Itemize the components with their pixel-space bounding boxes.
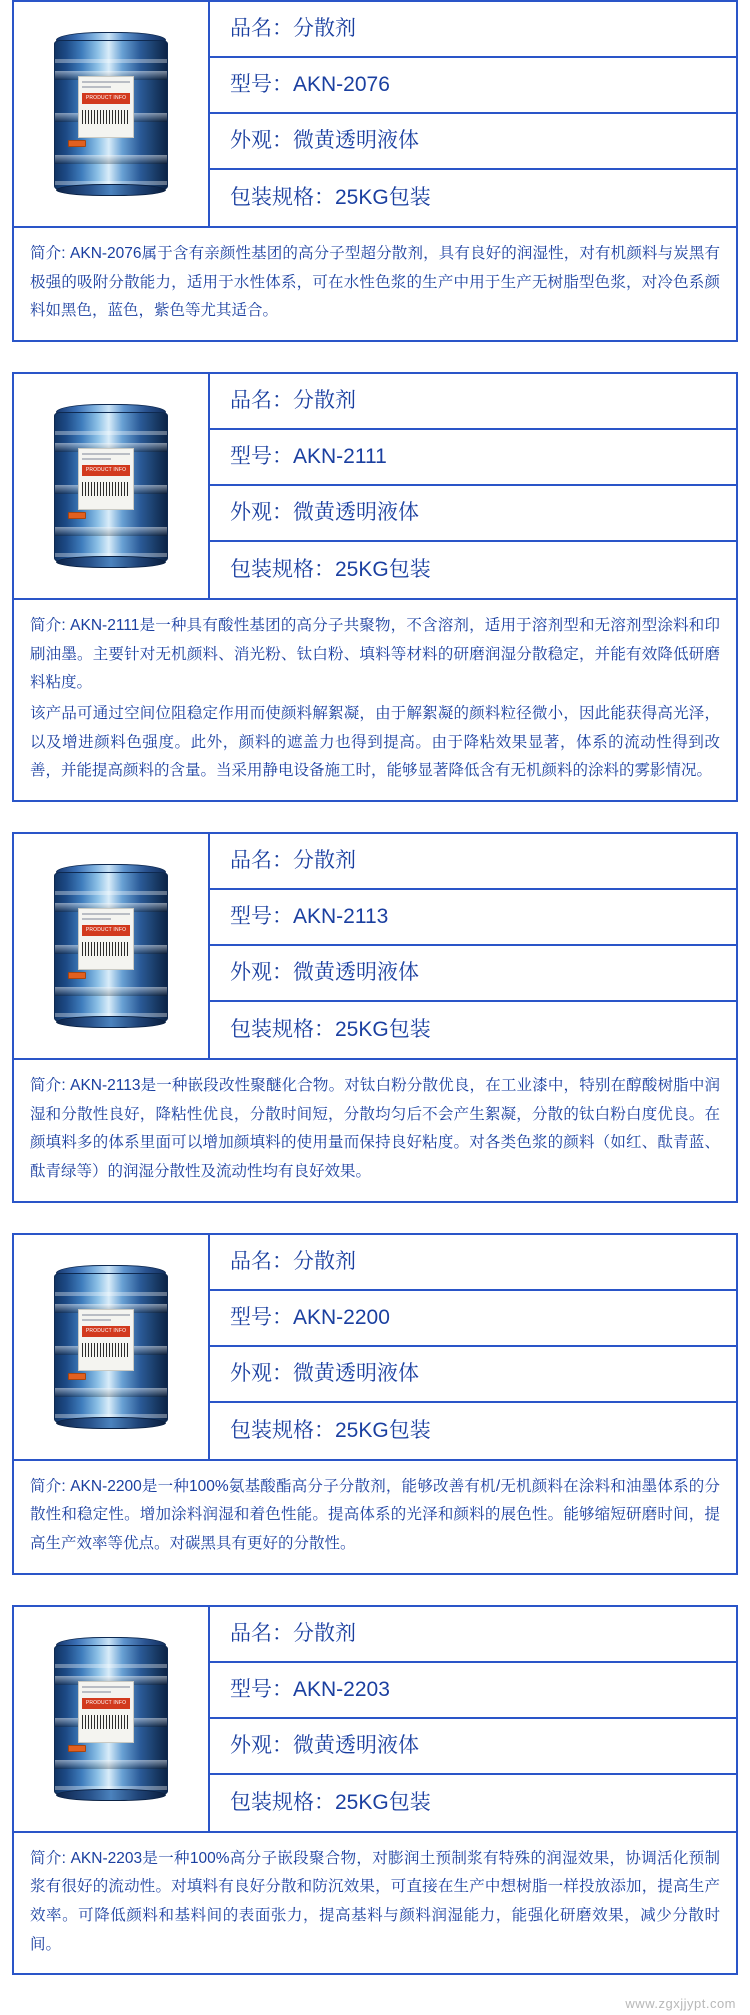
spec-label-appearance: 外观：: [230, 129, 293, 153]
spec-value-name: 分散剂: [293, 17, 356, 41]
spec-row-appearance: [210, 1347, 736, 1403]
spec-label-package: 包装规格：: [230, 1419, 335, 1443]
barcode-icon: [82, 1343, 130, 1357]
product-description: [14, 1831, 736, 1974]
spec-label-name: 品名：: [230, 1250, 293, 1274]
product-header: [14, 1607, 736, 1831]
barrel-icon: [50, 1637, 172, 1801]
product-specs: [210, 374, 736, 598]
spec-row-appearance: [210, 946, 736, 1002]
barcode-icon: [82, 482, 130, 496]
spec-row-name: [210, 1235, 736, 1291]
product-card: [12, 1233, 738, 1575]
spec-value-name: 分散剂: [293, 849, 356, 873]
spec-row-model: [210, 430, 736, 486]
spec-label-appearance: 外观：: [230, 1362, 293, 1386]
product-image-cell: [14, 1607, 210, 1831]
product-image-cell: [14, 834, 210, 1058]
spec-row-name: [210, 1607, 736, 1663]
spec-value-name: 分散剂: [293, 389, 356, 413]
description-paragraph: 简介: AKN-2076属于含有亲颜性基团的高分子型超分散剂，具有良好的润湿性，对有机颜料与炭黑有极强的吸附分散能力，适用于水性体系，可在水性色浆的生产中用于生产无树脂型色浆，对冷色系颜料如黑色，蓝色，紫色等尤其适合。: [30, 245, 720, 320]
barrel-icon: [50, 32, 172, 196]
barrel-label: [78, 908, 134, 970]
spec-label-package: 包装规格：: [230, 558, 335, 582]
product-description: [14, 1459, 736, 1573]
spec-label-model: 型号：: [230, 905, 293, 929]
spec-label-appearance: 外观：: [230, 1734, 293, 1758]
barrel-icon: [50, 864, 172, 1028]
spec-row-model: [210, 58, 736, 114]
spec-label-name: 品名：: [230, 17, 293, 41]
barcode-icon: [82, 1715, 130, 1729]
product-image-cell: [14, 1235, 210, 1459]
product-card: [12, 372, 738, 802]
spec-value-package: 25KG包装: [335, 186, 431, 210]
product-specs: [210, 1607, 736, 1831]
product-header: [14, 1235, 736, 1459]
description-paragraph: 简介: AKN-2113是一种嵌段改性聚醚化合物。对钛白粉分散优良，在工业漆中，特别在醇酸树脂中润湿和分散性良好，降粘性优良，分散时间短，分散均匀后不会产生絮凝，分散的钛白粉白度优良。在颜填料多的体系里面可以增加颜填料的使用量而保持良好粘度。对各类色浆的颜料（如红、酞青蓝、酞青绿等）的润湿分散性及流动性均有良好效果。: [30, 1077, 720, 1181]
barrel-spout-icon: [68, 1745, 86, 1752]
barrel-icon: [50, 404, 172, 568]
spec-label-name: 品名：: [230, 849, 293, 873]
spec-value-package: 25KG包装: [335, 558, 431, 582]
product-header: [14, 2, 736, 226]
product-card: [12, 0, 738, 342]
spec-value-name: 分散剂: [293, 1250, 356, 1274]
barrel-spout-icon: [68, 1373, 86, 1380]
spec-row-model: [210, 1663, 736, 1719]
spec-row-appearance: [210, 1719, 736, 1775]
spec-value-model: AKN-2203: [293, 1678, 390, 1702]
spec-label-package: 包装规格：: [230, 1791, 335, 1815]
spec-label-name: 品名：: [230, 389, 293, 413]
spec-value-name: 分散剂: [293, 1622, 356, 1646]
product-card: [12, 1605, 738, 1976]
description-paragraph: 简介: AKN-2203是一种100%高分子嵌段聚合物，对膨润土预制浆有特殊的润湿效果，协调活化预制浆有很好的流动性。对填料有良好分散和防沉效果，可直接在生产中想树脂一样投放添加，提高生产效率。可降低颜料和基料间的表面张力，提高基料与颜料润湿能力，能强化研磨效果，减少分散时间。: [30, 1849, 720, 1953]
spec-label-package: 包装规格：: [230, 1018, 335, 1042]
product-specs: [210, 834, 736, 1058]
spec-value-appearance: 微黄透明液体: [293, 129, 419, 153]
barrel-label: [78, 76, 134, 138]
product-description: [14, 1058, 736, 1201]
description-paragraph: 简介: AKN-2111是一种具有酸性基团的高分子共聚物，不含溶剂，适用于溶剂型和无溶剂型涂料和印刷油墨。主要针对无机颜料、消光粉、钛白粉、填料等材料的研磨润湿分散稳定，并能有效降低研磨料粘度。: [30, 617, 720, 692]
barrel-label: [78, 1309, 134, 1371]
description-paragraph: 简介: AKN-2200是一种100%氨基酸酯高分子分散剂，能够改善有机/无机颜料在涂料和油墨体系的分散性和稳定性。增加涂料润湿和着色性能。提高体系的光泽和颜料的展色性。能够缩短研磨时间，提高生产效率等优点。对碳黑具有更好的分散性。: [30, 1477, 720, 1553]
spec-value-appearance: 微黄透明液体: [293, 961, 419, 985]
product-specs: [210, 2, 736, 226]
spec-value-package: 25KG包装: [335, 1791, 431, 1815]
spec-value-model: AKN-2111: [293, 445, 387, 469]
barrel-spout-icon: [68, 140, 86, 147]
barrel-label: [78, 1681, 134, 1743]
product-card: [12, 832, 738, 1203]
barrel-label-badge: PRODUCT INFO: [82, 93, 130, 104]
spec-label-model: 型号：: [230, 1678, 293, 1702]
spec-label-model: 型号：: [230, 73, 293, 97]
spec-value-model: AKN-2076: [293, 73, 390, 97]
spec-row-package: [210, 1403, 736, 1459]
barcode-icon: [82, 942, 130, 956]
spec-label-package: 包装规格：: [230, 186, 335, 210]
spec-value-appearance: 微黄透明液体: [293, 1362, 419, 1386]
product-description: [14, 598, 736, 800]
product-header: [14, 834, 736, 1058]
spec-label-name: 品名：: [230, 1622, 293, 1646]
barrel-label-badge: PRODUCT INFO: [82, 925, 130, 936]
product-image-cell: [14, 2, 210, 226]
barrel-label-badge: PRODUCT INFO: [82, 1326, 130, 1337]
product-description: [14, 226, 736, 340]
barrel-label: [78, 448, 134, 510]
barrel-icon: [50, 1265, 172, 1429]
spec-row-model: [210, 1291, 736, 1347]
spec-row-package: [210, 542, 736, 598]
spec-row-package: [210, 1775, 736, 1831]
spec-label-appearance: 外观：: [230, 501, 293, 525]
product-image-cell: [14, 374, 210, 598]
spec-row-appearance: [210, 114, 736, 170]
spec-value-appearance: 微黄透明液体: [293, 501, 419, 525]
spec-label-model: 型号：: [230, 1306, 293, 1330]
barrel-label-badge: PRODUCT INFO: [82, 465, 130, 476]
product-header: [14, 374, 736, 598]
spec-row-name: [210, 2, 736, 58]
spec-value-appearance: 微黄透明液体: [293, 1734, 419, 1758]
spec-value-package: 25KG包装: [335, 1018, 431, 1042]
spec-value-model: AKN-2200: [293, 1306, 390, 1330]
spec-label-appearance: 外观：: [230, 961, 293, 985]
barcode-icon: [82, 110, 130, 124]
barrel-label-badge: PRODUCT INFO: [82, 1698, 130, 1709]
spec-row-appearance: [210, 486, 736, 542]
spec-label-model: 型号：: [230, 445, 293, 469]
product-specs: [210, 1235, 736, 1459]
watermark: www.zgxjjypt.com: [625, 1996, 736, 2012]
spec-row-name: [210, 374, 736, 430]
spec-row-package: [210, 1002, 736, 1058]
barrel-spout-icon: [68, 972, 86, 979]
spec-row-package: [210, 170, 736, 226]
spec-row-model: [210, 890, 736, 946]
description-paragraph: 该产品可通过空间位阻稳定作用而使颜料解絮凝，由于解絮凝的颜料粒径微小，因此能获得高光泽，以及增进颜料色强度。此外，颜料的遮盖力也得到提高。由于降粘效果显著，体系的流动性得到改善，并能提高颜料的含量。当采用静电设备施工时，能够显著降低含有无机颜料的涂料的雾影情况。: [30, 705, 720, 780]
spec-value-model: AKN-2113: [293, 905, 389, 929]
barrel-spout-icon: [68, 512, 86, 519]
spec-value-package: 25KG包装: [335, 1419, 431, 1443]
spec-row-name: [210, 834, 736, 890]
